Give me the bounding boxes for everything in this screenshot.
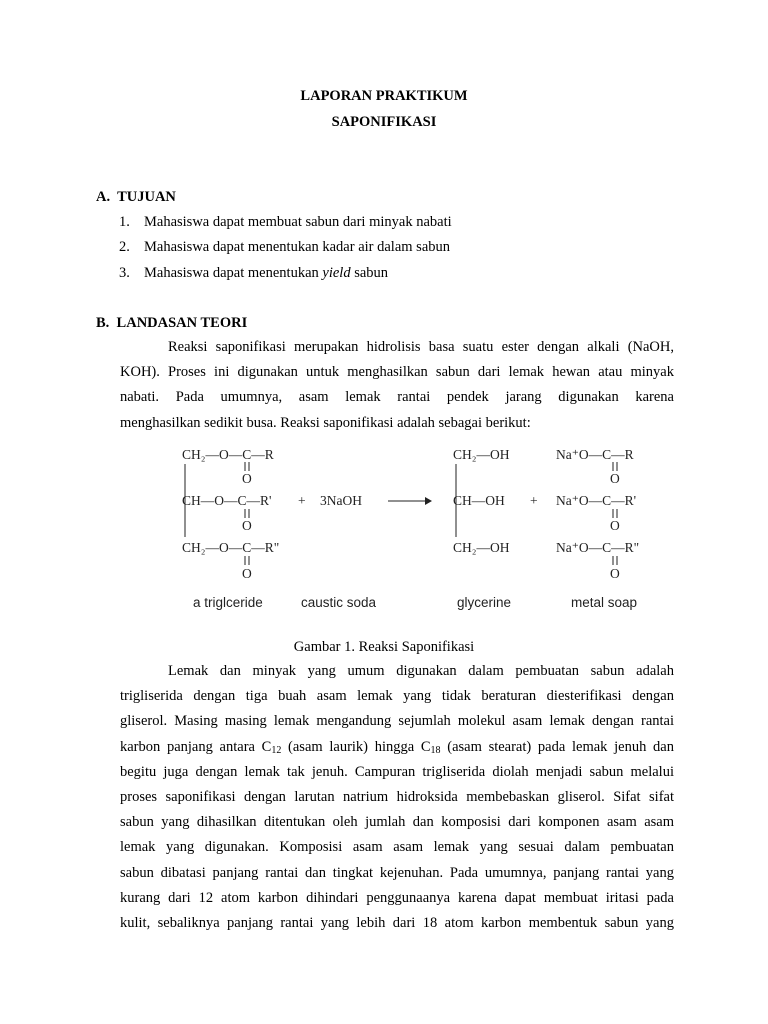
figure-caption: Gambar 1. Reaksi Saponifikasi [293, 639, 475, 655]
list-item: Mahasiswa dapat menentukan kadar air dalam sabun [144, 239, 451, 255]
paragraph-line: Reaksi saponifikasi merupakan hidrolisis basa suatu ester dengan alkali (NaOH, [168, 339, 674, 355]
paragraph-line: trigliserida dengan tiga buah asam lemak yang tidak beraturan diesterifikasi dengan [120, 688, 674, 705]
paragraph-line: sabun yang dihasilkan ditentukan oleh jumlah dan komposisi dari komponen asam asam [120, 814, 674, 831]
paragraph-line: nabati. Pada umumnya, asam lemak rantai pendek jarang digunakan karena [120, 389, 674, 406]
line-text: (asam stearat) pada lemak jenuh dan [440, 738, 674, 755]
paragraph-1 [120, 339, 674, 440]
line-text: (asam laurik) hingga C [281, 738, 431, 755]
plus-sign: + [530, 493, 538, 508]
paragraph-line: lemak yang digunakan. Komposisi asam asam lemak yang sesuai dalam pembuatan [120, 839, 674, 856]
document-subtitle: SAPONIFIKASI [331, 114, 437, 130]
saponification-reaction-figure [170, 440, 670, 615]
list-item-number: 2. [119, 239, 130, 255]
list-item: Mahasiswa dapat membuat sabun dari minyak nabati [144, 214, 452, 230]
section-a-heading: A. TUJUAN [96, 189, 176, 205]
paragraph-2 [120, 663, 674, 940]
soap-row-1: Na⁺O—C—R [556, 447, 634, 462]
label-metal-soap: metal soap [571, 595, 638, 610]
oxygen-label: O [610, 471, 620, 486]
oxygen-label: O [610, 518, 620, 533]
paragraph-line: kurang dari 12 atom karbon dihindari penggunaanya karena dapat membuat iritasi pada [120, 889, 674, 906]
label-glycerine: glycerine [457, 595, 512, 610]
paragraph-line: kulit, sebaliknya panjang rantai yang lebih dari 18 atom karbon membentuk sabun yang [120, 914, 674, 931]
subscript: 18 [430, 744, 441, 756]
arrow-head-icon [425, 497, 432, 505]
glycerine-row-3: CH₂—OH [453, 540, 510, 555]
label-triglyceride: a triglceride [193, 595, 263, 610]
subscript: 12 [271, 744, 282, 756]
paragraph-line: gliserol. Masing masing lemak mengandung sejumlah molekul asam lemak dengan rantai [120, 713, 674, 730]
triglyceride-row-3: CH₂—O—C—R" [182, 540, 280, 555]
list-item-text: sabun [350, 265, 389, 281]
document-title: LAPORAN PRAKTIKUM [300, 88, 468, 104]
paragraph-line: KOH). Proses ini digunakan untuk menghasilkan sabun dari lemak hewan atau minyak [120, 364, 674, 381]
soap-row-2: Na⁺O—C—R' [556, 493, 637, 508]
list-item-text: Mahasiswa dapat menentukan [144, 265, 323, 281]
oxygen-label: O [242, 471, 252, 486]
label-caustic-soda: caustic soda [301, 595, 377, 610]
triglyceride-row-1: CH₂—O—C—R [182, 447, 274, 462]
list-item [144, 265, 388, 282]
list-item-number: 1. [119, 214, 130, 230]
triglyceride-row-2: CH—O—C—R' [182, 493, 272, 508]
oxygen-label: O [242, 518, 252, 533]
paragraph-line: proses saponifikasi dengan larutan natrium hidroksida membebaskan gliserol. Sifat sifat [120, 788, 674, 805]
line-text: karbon panjang antara C [120, 738, 272, 755]
soap-row-3: Na⁺O—C—R" [556, 540, 640, 555]
plus-sign: + [298, 493, 306, 508]
glycerine-row-1: CH₂—OH [453, 447, 510, 462]
oxygen-label: O [242, 566, 252, 581]
paragraph-line: menghasilkan sedikit busa. Reaksi saponifikasi adalah sebagai berikut: [120, 414, 531, 431]
paragraph-line: Lemak dan minyak yang umum digunakan dalam pembuatan sabun adalah [168, 663, 674, 679]
italic-term: yield [322, 265, 351, 281]
paragraph-line [120, 739, 674, 764]
glycerine-row-2: CH—OH [453, 493, 505, 508]
paragraph-line: begitu juga dengan lemak tak jenuh. Campuran trigliserida diolah menjadi sabun melalui [120, 763, 674, 780]
section-b-heading: B. LANDASAN TEORI [96, 315, 248, 331]
oxygen-label: O [610, 566, 620, 581]
list-item-number: 3. [119, 265, 130, 281]
paragraph-line: sabun dibatasi panjang rantai dan tingkat kejenuhan. Pada umumnya, panjang rantai yang [120, 864, 674, 881]
sodium-hydroxide: 3NaOH [320, 493, 362, 508]
